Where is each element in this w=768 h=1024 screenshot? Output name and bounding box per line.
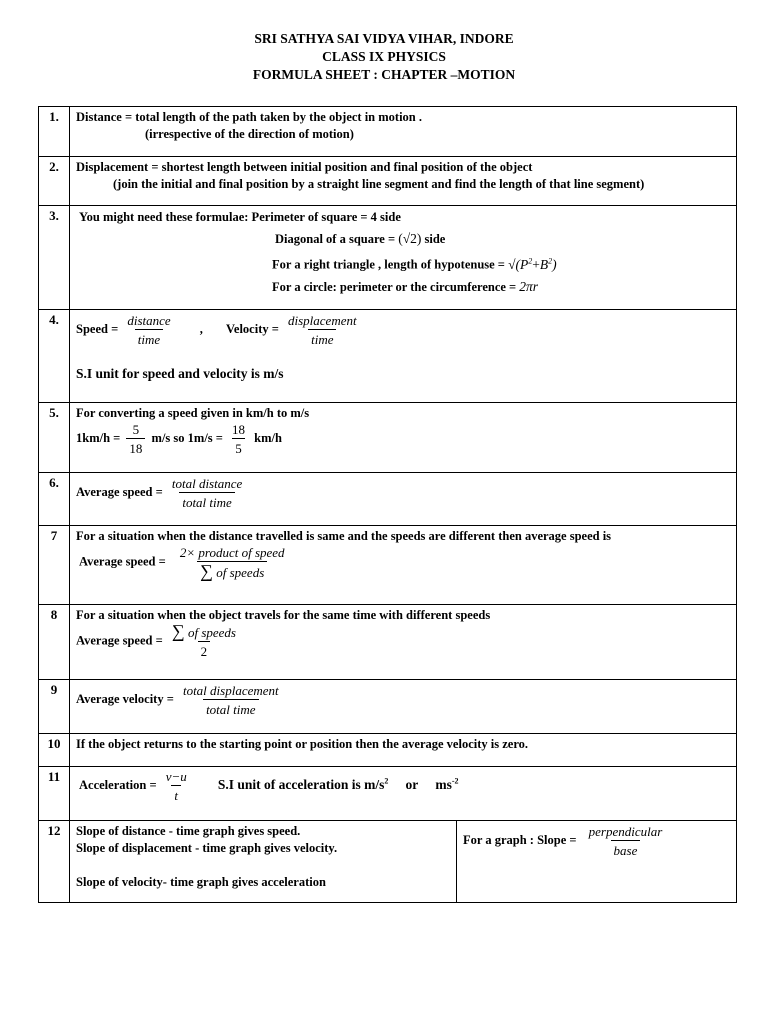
mean-speed-fraction: $\frac{\text{∑ of speeds}}{2}$ xyxy=(171,621,236,659)
row-number: 1. xyxy=(39,107,70,157)
average-velocity-fraction: $\frac{\text{total displacement}}{\text{total time}}$ xyxy=(182,683,279,717)
row-number: 9 xyxy=(39,680,70,734)
conversion-fraction: $\frac{5}{18}$ xyxy=(126,422,145,456)
harmonic-speed-fraction: $\frac{\text{2× product of speed}}{\text{∑ of speeds}}$ xyxy=(179,545,285,581)
row-number: 10 xyxy=(39,734,70,767)
table-row xyxy=(39,821,737,903)
row-number: 6. xyxy=(39,473,70,526)
school-name: SRI SATHYA SAI VIDYA VIHAR, INDORE xyxy=(254,31,514,46)
table-row xyxy=(39,473,737,526)
table-row xyxy=(39,734,737,767)
geometry-formulae: You might need these formulae: Perimeter of square = 4 side Diagonal of a square = (√2) side For a right triangle , length of hypotenuse = $√(P^2+B^2)$ For a circle: perimeter or the circumference = 2πr xyxy=(70,206,737,310)
table-row xyxy=(39,310,737,403)
table-row xyxy=(39,206,737,310)
graph-slope-notes: Slope of distance - time graph gives speed. Slope of displacement - time graph gives velocity. Slope of velocity- time graph gives acceleration xyxy=(70,821,457,903)
equal-time-average-speed: For a situation when the object travels for the same time with different speeds Average speed = $\frac{\text{∑ of speeds}}{2}$ xyxy=(70,605,737,680)
speed-fraction: $\frac{\text{distance}}{\text{time}}$ xyxy=(127,313,171,347)
row-number: 2. xyxy=(39,157,70,206)
row-number: 4. xyxy=(39,310,70,403)
acceleration-fraction: $\frac{v-u}{t}$ xyxy=(165,769,187,803)
slope-formula: For a graph : Slope = $\frac{\text{perpendicular}}{\text{base}}$ xyxy=(457,821,737,903)
slope-fraction: $\frac{\text{perpendicular}}{\text{base}}$ xyxy=(588,824,663,858)
row-number: 5. xyxy=(39,403,70,473)
distance-definition: Distance = total length of the path taken by the object in motion . (irrespective of the direction of motion) xyxy=(70,107,737,157)
formula-table xyxy=(38,106,737,903)
si-unit-speed: S.I unit for speed and velocity is m/s xyxy=(76,366,284,381)
unit-conversion: For converting a speed given in km/h to m/s 1km/h = $\frac{5}{18}$ m/s so 1m/s = $\frac{18}{5}$ km/h xyxy=(70,403,737,473)
velocity-fraction: $\frac{\text{displacement}}{\text{time}}$ xyxy=(288,313,357,347)
table-row xyxy=(39,157,737,206)
average-velocity-formula: Average velocity = $\frac{\text{total displacement}}{\text{total time}}$ xyxy=(70,680,737,734)
average-speed-formula: Average speed = $\frac{\text{total distance}}{\text{total time}}$ xyxy=(70,473,737,526)
class-subject: CLASS IX PHYSICS xyxy=(322,49,446,64)
zero-velocity-note: If the object returns to the starting point or position then the average velocity is zero. xyxy=(70,734,737,767)
displacement-definition: Displacement = shortest length between initial position and final position of the object (join the initial and final position by a straight line segment and find the length of that line segment) xyxy=(70,157,737,206)
document-header xyxy=(0,30,768,84)
sheet-title: FORMULA SHEET : CHAPTER –MOTION xyxy=(252,67,516,82)
table-row xyxy=(39,526,737,605)
table-row xyxy=(39,605,737,680)
row-number: 7 xyxy=(39,526,70,605)
table-row xyxy=(39,403,737,473)
equal-distance-average-speed: For a situation when the distance travelled is same and the speeds are different then average speed is Average speed = $\frac{\text{2× product of speed}}{\text{∑ of speeds}}$ xyxy=(70,526,737,605)
conversion-fraction: $\frac{18}{5}$ xyxy=(232,422,246,456)
speed-velocity-formula: Speed = $\frac{\text{distance}}{\text{time}}$ , Velocity = $\frac{\text{displacement}}{\text{time}}$ S.I unit for speed and velocity is m/s xyxy=(70,310,737,403)
average-speed-fraction: $\frac{\text{total distance}}{\text{total time}}$ xyxy=(171,476,243,510)
row-number: 8 xyxy=(39,605,70,680)
row-number: 3. xyxy=(39,206,70,310)
acceleration-formula: Acceleration = $\frac{v-u}{t}$ S.I unit of acceleration is $m/s^2$ or $ms^{-2}$ xyxy=(70,767,737,821)
row-number: 11 xyxy=(39,767,70,821)
table-row xyxy=(39,107,737,157)
table-row xyxy=(39,680,737,734)
row-number: 12 xyxy=(39,821,70,903)
table-row xyxy=(39,767,737,821)
